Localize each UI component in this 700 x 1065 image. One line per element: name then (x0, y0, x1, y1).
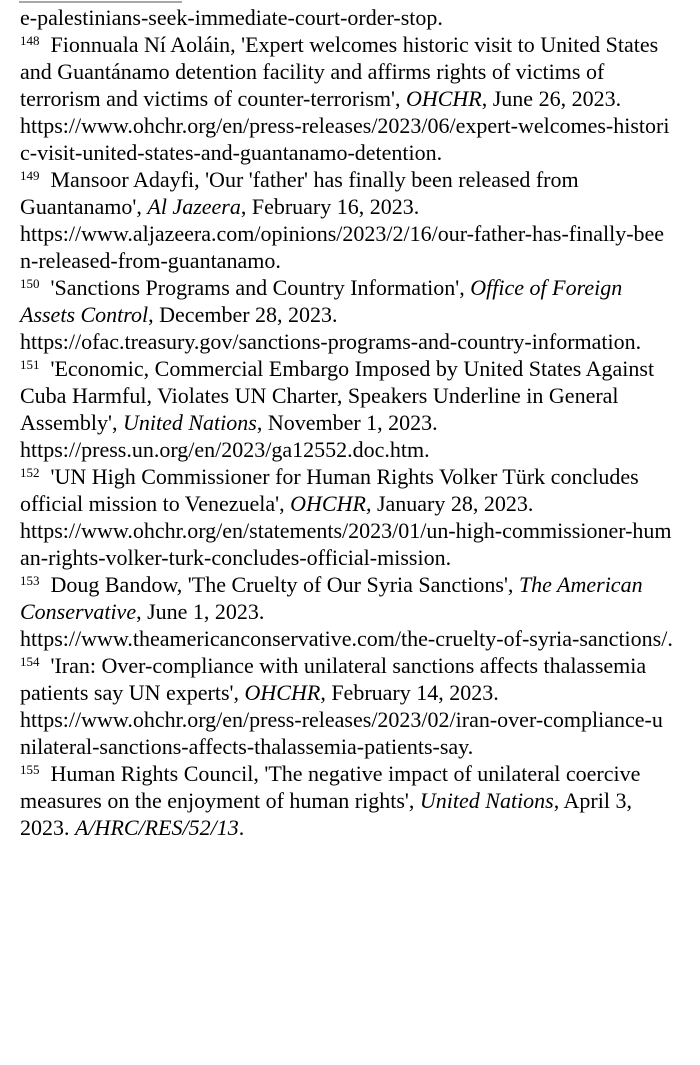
text-segment: Mansoor Adayfi, 'Our 'father' has finally been released from (39, 167, 579, 192)
footnote-number: 154 (20, 654, 40, 669)
text-segment: https://www.theamericanconservative.com/the-cruelty-of-syria-sanctions/. (20, 626, 673, 651)
text-line (20, 301, 682, 328)
text-segment: https://ofac.treasury.gov/sanctions-programs-and-country-information. (20, 329, 642, 354)
text-segment: , February 16, 2023. (240, 194, 420, 219)
text-segment: https://www.ohchr.org/en/press-releases/2023/06/expert-welcomes-histori (20, 113, 670, 138)
publication-name-italic: OHCHR (244, 680, 321, 705)
text-segment: Cuba Harmful, Violates UN Charter, Speakers Underline in General (20, 383, 619, 408)
footnote-number: 149 (20, 168, 40, 183)
text-line (20, 193, 682, 220)
text-line (20, 517, 682, 544)
text-segment: terrorism and victims of counter-terrorism', (20, 86, 406, 111)
text-segment: nilateral-sanctions-affects-thalassemia-patients-say. (20, 734, 474, 759)
text-line (20, 382, 682, 409)
text-line (20, 814, 682, 841)
text-segment: Fionnuala Ní Aoláin, 'Expert welcomes historic visit to United States (39, 32, 659, 57)
publication-name-italic: Al Jazeera (147, 194, 241, 219)
text-line (20, 463, 682, 490)
text-segment: official mission to Venezuela', (20, 491, 291, 516)
text-line (20, 247, 682, 274)
text-segment: https://press.un.org/en/2023/ga12552.doc.htm. (20, 437, 430, 462)
text-line (20, 436, 682, 463)
text-segment: c-visit-united-states-and-guantanamo-detention. (20, 140, 443, 165)
publication-name-italic: United Nations (419, 788, 554, 813)
text-line (20, 787, 682, 814)
text-line (20, 679, 682, 706)
text-segment: 'UN High Commissioner for Human Rights Volker Türk concludes (39, 464, 639, 489)
footnote-number: 152 (20, 465, 40, 480)
text-line (20, 220, 682, 247)
text-segment: measures on the enjoyment of human rights', (20, 788, 420, 813)
text-segment: , April 3, (553, 788, 632, 813)
text-segment: https://www.ohchr.org/en/press-releases/2023/02/iran-over-compliance-u (20, 707, 663, 732)
text-segment: , January 28, 2023. (365, 491, 534, 516)
text-line (20, 490, 682, 517)
text-line (20, 571, 682, 598)
text-segment: Doug Bandow, 'The Cruelty of Our Syria Sanctions', (39, 572, 519, 597)
footnote-number: 153 (20, 573, 40, 588)
publication-name-italic: Conservative (20, 599, 137, 624)
text-segment: https://www.ohchr.org/en/statements/2023/01/un-high-commissioner-hum (20, 518, 672, 543)
text-line (20, 274, 682, 301)
text-segment: e-palestinians-seek-immediate-court-order-stop. (20, 5, 443, 30)
text-line (20, 733, 682, 760)
text-segment: an-rights-volker-turk-concludes-official-mission. (20, 545, 452, 570)
text-line (20, 355, 682, 382)
text-segment: Guantanamo', (20, 194, 148, 219)
footnote-number: 148 (20, 33, 40, 48)
publication-name-italic: OHCHR (290, 491, 366, 516)
text-segment: , February 14, 2023. (320, 680, 499, 705)
text-line (20, 409, 682, 436)
text-segment: . (238, 815, 245, 840)
text-line (20, 166, 682, 193)
text-segment: n-released-from-guantanamo. (20, 248, 281, 273)
text-segment: 'Economic, Commercial Embargo Imposed by United States Against (39, 356, 655, 381)
text-line (20, 4, 682, 31)
text-line (20, 625, 682, 652)
text-line (20, 58, 682, 85)
text-segment: and Guantánamo detention facility and affirms rights of victims of (20, 59, 605, 84)
text-line (20, 598, 682, 625)
footnote-number: 150 (20, 276, 40, 291)
publication-name-italic: OHCHR (405, 86, 482, 111)
text-line (20, 760, 682, 787)
publication-name-italic: United Nations (122, 410, 257, 435)
text-line (20, 139, 682, 166)
text-segment: patients say UN experts', (20, 680, 245, 705)
text-segment: Assembly', (20, 410, 123, 435)
text-line (20, 706, 682, 733)
publication-name-italic: A/HRC/RES/52/13 (75, 815, 239, 840)
text-line (20, 31, 682, 58)
footnote-number: 151 (20, 357, 40, 372)
text-line (20, 328, 682, 355)
footnote-number: 155 (20, 762, 40, 777)
text-line (20, 544, 682, 571)
text-line (20, 112, 682, 139)
text-segment: 'Iran: Over-compliance with unilateral sanctions affects thalassemia (39, 653, 647, 678)
text-segment: https://www.aljazeera.com/opinions/2023/2/16/our-father-has-finally-bee (20, 221, 665, 246)
text-segment: 'Sanctions Programs and Country Information', (39, 275, 471, 300)
text-segment: , June 26, 2023. (481, 86, 622, 111)
text-segment: , June 1, 2023. (136, 599, 265, 624)
publication-name-italic: Office of Foreign (470, 275, 623, 300)
text-segment: 2023. (20, 815, 75, 840)
page-content (0, 4, 700, 841)
text-segment: , November 1, 2023. (256, 410, 438, 435)
text-segment: Human Rights Council, 'The negative impact of unilateral coercive (39, 761, 641, 786)
text-line (20, 85, 682, 112)
text-segment: , December 28, 2023. (148, 302, 338, 327)
text-line (20, 652, 682, 679)
publication-name-italic: The American (518, 572, 643, 597)
publication-name-italic: Assets Control (20, 302, 149, 327)
cut-off-previous-line-fragment (19, 1, 182, 3)
